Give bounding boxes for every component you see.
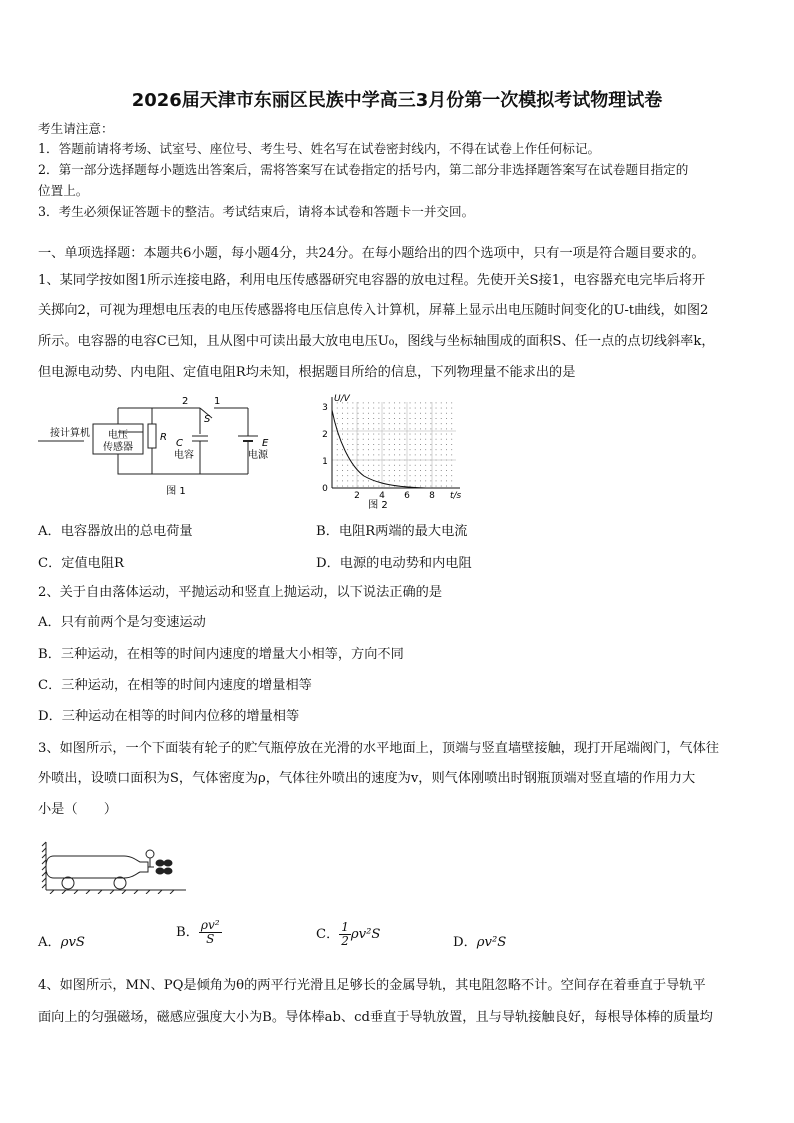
q3-option-a: [38, 931, 85, 950]
y-tick: 3: [322, 403, 328, 413]
terminal-1-label: 1: [214, 396, 221, 407]
y-tick: 0: [322, 484, 328, 494]
question-3-line: 外喷出，设喷口面积为S，气体密度为ρ，气体往外喷出的速度为v，则气体刚喷出时钢瓶顶端对竖直墙的作用力大: [38, 771, 696, 786]
notice-heading: 考生请注意：: [38, 121, 114, 136]
question-2-stem: 2、关于自由落体运动，平抛运动和竖直上抛运动，以下说法正确的是: [38, 585, 443, 600]
notice-item: 3．考生必须保证答题卡的整洁。考试结束后，请将本试卷和答题卡一并交回。: [38, 204, 475, 219]
notice-item: 位置上。: [38, 183, 89, 198]
x-tick: 4: [379, 491, 385, 501]
ut-graph-figure-2: [316, 392, 466, 510]
computer-label: 接计算机: [50, 428, 90, 439]
x-tick: 6: [404, 491, 410, 501]
gas-cylinder-figure: [40, 838, 190, 894]
y-axis-label: U/V: [334, 394, 350, 404]
q3-option-a-expr: ρvS: [60, 935, 85, 950]
q1-option-b: B．电阻R两端的最大电流: [316, 524, 468, 539]
x-tick: 2: [354, 491, 360, 501]
q3-option-d-expr: ρv²S: [476, 935, 507, 950]
y-tick: 1: [322, 457, 328, 467]
q2-option-b: B．三种运动，在相等的时间内速度的增量大小相等，方向不同: [38, 647, 404, 662]
y-tick: 2: [322, 430, 328, 440]
question-1-line: 但电源电动势、内电阻、定值电阻R均未知，根据题目所给的信息，下列物理量不能求出的是: [38, 365, 576, 380]
page-title: 2026届天津市东丽区民族中学高三3月份第一次模拟考试物理试卷: [131, 90, 663, 111]
q3-option-c: [316, 921, 380, 948]
q3-option-c-expr: ρv²S: [350, 927, 381, 942]
q2-option-a: A．只有前两个是匀变速运动: [38, 615, 206, 630]
question-1-line: 关掷向2，可视为理想电压表的电压传感器将电压信息传入计算机，屏幕上显示出电压随时间变化的U-t曲线，如图2: [38, 303, 709, 318]
q3-option-b: [176, 919, 222, 946]
capacitor-symbol: C: [176, 438, 183, 449]
section-heading: 一、单项选择题：本题共6小题，每小题4分，共24分。在每小题给出的四个选项中，只有一项是符合题目要求的。: [38, 246, 705, 261]
q3-option-c-label: C．: [316, 927, 340, 942]
q1-option-d: D．电源的电动势和内电阻: [316, 556, 472, 571]
question-1-line: 所示。电容器的电容C已知，且从图中可读出最大放电电压U₀，图线与坐标轴围成的面积S、任一点的点切线斜率k，: [38, 334, 715, 349]
source-symbol: E: [262, 438, 269, 449]
x-axis-label: t/s: [450, 491, 462, 501]
source-label: 电源: [248, 450, 268, 461]
q3-option-c-fraction: [339, 921, 351, 948]
q2-option-d: D．三种运动在相等的时间内位移的增量相等: [38, 709, 300, 724]
question-3-line: 3、如图所示，一个下面装有轮子的贮气瓶停放在光滑的水平地面上，顶端与竖直墙壁接触，现打开尾端阀门，气体往: [38, 741, 719, 756]
q3-option-b-fraction: [199, 919, 222, 946]
notice-item: 1．答题前请将考场、试室号、座位号、考生号、姓名写在试卷密封线内，不得在试卷上作任何标记。: [38, 141, 601, 156]
q3-option-b-denominator: S: [206, 932, 215, 946]
sensor-label-line2: 传感器: [103, 442, 133, 453]
q3-option-b-label: B．: [176, 925, 199, 940]
circuit-diagram-figure-1: [36, 394, 286, 504]
question-4-line: 面向上的匀强磁场，磁感应强度大小为B。导体棒ab、cd垂直于导轨放置，且与导轨接触良好，每根导体棒的质量均: [38, 1010, 713, 1025]
question-3-line: 小是（ ）: [38, 802, 118, 817]
question-1-line: 1、某同学按如图1所示连接电路，利用电压传感器研究电容器的放电过程。先使开关S接1，电容器充电完毕后将开: [38, 273, 706, 288]
q3-option-c-numerator: 1: [341, 920, 349, 934]
terminal-2-label: 2: [182, 396, 189, 407]
q1-option-a: A．电容器放出的总电荷量: [38, 524, 193, 539]
q2-option-c: C．三种运动，在相等的时间内速度的增量相等: [38, 678, 312, 693]
q3-option-d: [453, 931, 506, 950]
x-tick: 8: [429, 491, 435, 501]
resistor-label: R: [160, 432, 167, 443]
capacitor-label: 电容: [174, 450, 194, 461]
figure-2-caption: 图 2: [368, 500, 388, 510]
q3-option-c-denominator: 2: [341, 934, 349, 948]
q3-option-d-label: D．: [453, 935, 477, 950]
notice-item: 2．第一部分选择题每小题选出答案后，需将答案写在试卷指定的括号内，第二部分非选择题答案写在试卷题目指定的: [38, 162, 689, 177]
q1-option-c: C．定值电阻R: [38, 556, 124, 571]
figure-1-caption: 图 1: [166, 486, 186, 497]
q3-option-b-numerator: ρv²: [200, 918, 220, 932]
sensor-label-line1: 电压: [108, 430, 128, 441]
question-4-line: 4、如图所示，MN、PQ是倾角为θ的两平行光滑且足够长的金属导轨，其电阻忽略不计。空间存在着垂直于导轨平: [38, 978, 706, 993]
q3-option-a-label: A．: [38, 935, 61, 950]
switch-label: S: [204, 414, 211, 425]
